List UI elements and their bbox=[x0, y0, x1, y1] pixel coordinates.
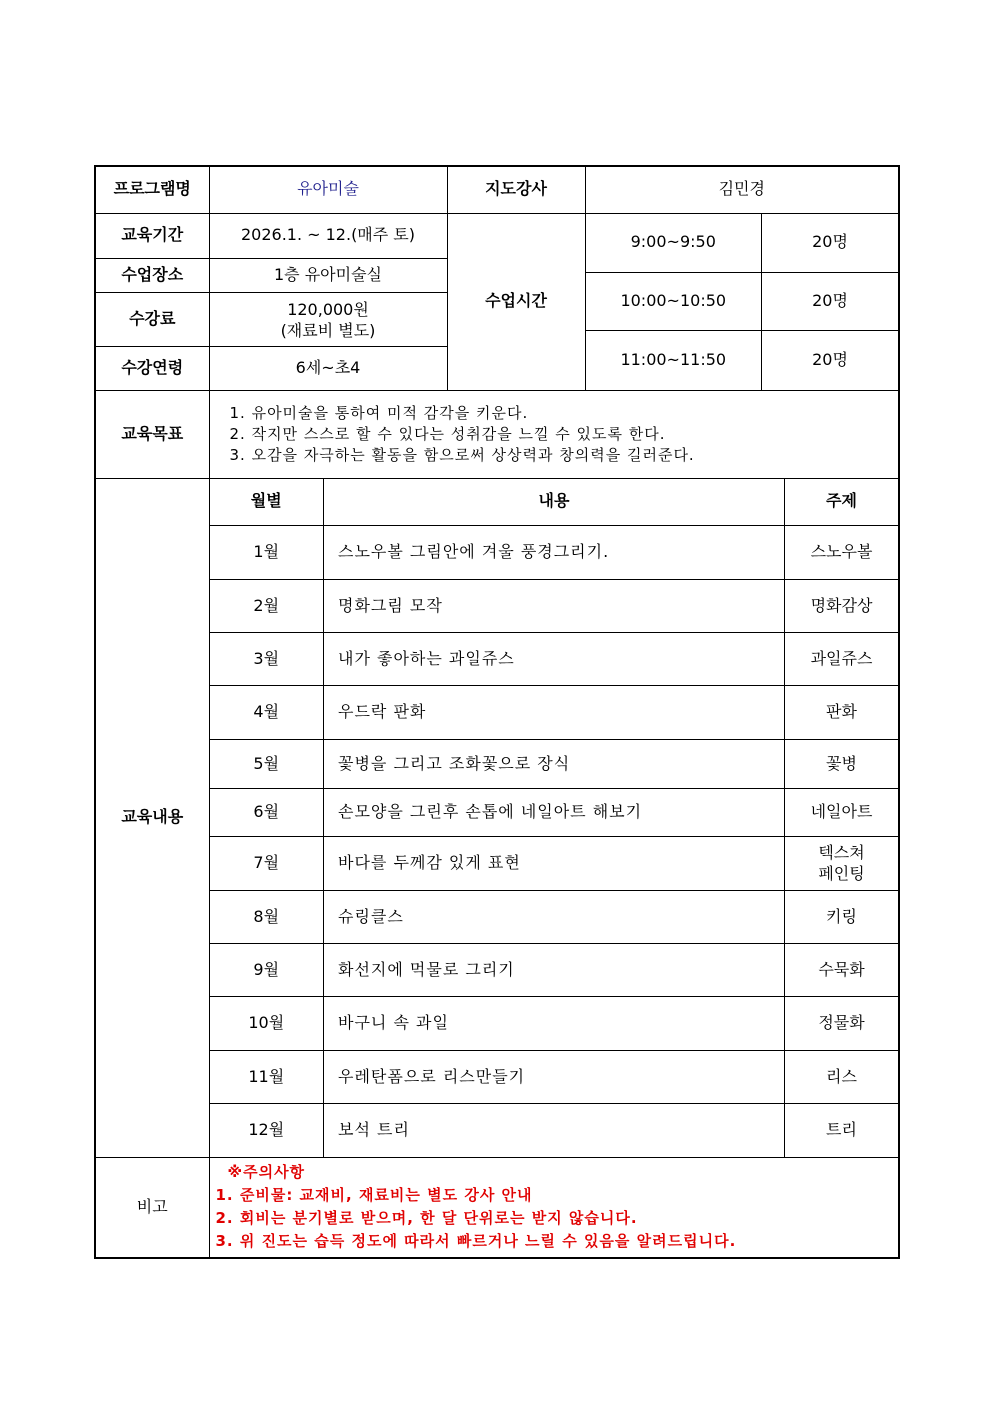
goal-item: 2. 작지만 스스로 할 수 있다는 성취감을 느낄 수 있도록 한다. bbox=[229, 424, 666, 443]
row-content: 바구니 속 과일 bbox=[324, 997, 785, 1051]
row-month: 7월 bbox=[210, 837, 324, 891]
fee-note: (재료비 별도) bbox=[280, 320, 376, 340]
curriculum-label: 교육내용 bbox=[95, 478, 209, 1157]
remark-item: 1. 준비물: 교재비, 재료비는 별도 강사 안내 bbox=[215, 1186, 533, 1205]
table-row bbox=[210, 944, 899, 997]
sessions-cell bbox=[585, 213, 899, 390]
session-capacity: 20명 bbox=[762, 331, 899, 390]
row-month: 1월 bbox=[210, 526, 324, 580]
row-theme: 스노우볼 bbox=[785, 526, 899, 580]
row-content: 우드락 판화 bbox=[324, 686, 785, 740]
row-month: 8월 bbox=[210, 891, 324, 944]
row-theme: 키링 bbox=[785, 891, 899, 944]
table-row bbox=[210, 1051, 899, 1104]
table-row bbox=[210, 891, 899, 944]
goals-list bbox=[209, 390, 899, 478]
row-theme: 네일아트 bbox=[785, 789, 899, 837]
row-content: 내가 좋아하는 과일쥬스 bbox=[324, 633, 785, 686]
age-value: 6세~초4 bbox=[209, 346, 447, 390]
row-month: 2월 bbox=[210, 580, 324, 633]
course-info-table bbox=[94, 165, 900, 1259]
period-value: 2026.1. ~ 12.(매주 토) bbox=[209, 213, 447, 259]
header-month: 월별 bbox=[210, 479, 324, 526]
row-theme bbox=[785, 837, 899, 891]
row-content: 보석 트리 bbox=[324, 1104, 785, 1157]
header-content: 내용 bbox=[324, 479, 785, 526]
table-row bbox=[210, 740, 899, 789]
row-theme: 트리 bbox=[785, 1104, 899, 1157]
row-content: 꽃병을 그리고 조화꽃으로 장식 bbox=[324, 740, 785, 789]
row-month: 12월 bbox=[210, 1104, 324, 1157]
row-content: 명화그림 모작 bbox=[324, 580, 785, 633]
header-theme: 주제 bbox=[785, 479, 899, 526]
table-row bbox=[210, 580, 899, 633]
row-content: 화선지에 먹물로 그리기 bbox=[324, 944, 785, 997]
row-theme: 명화감상 bbox=[785, 580, 899, 633]
remarks-label: 비고 bbox=[95, 1157, 209, 1258]
row-content: 손모양을 그린후 손톱에 네일아트 해보기 bbox=[324, 789, 785, 837]
curriculum-table bbox=[210, 479, 899, 1157]
goal-item: 3. 오감을 자극하는 활동을 함으로써 상상력과 창의력을 길러준다. bbox=[229, 445, 695, 464]
row-month: 6월 bbox=[210, 789, 324, 837]
session-capacity: 20명 bbox=[762, 273, 899, 331]
place-label: 수업장소 bbox=[95, 259, 209, 293]
instructor-label: 지도강사 bbox=[447, 166, 585, 213]
instructor-value: 김민경 bbox=[585, 166, 899, 213]
row-content: 스노우볼 그림안에 겨울 풍경그리기. bbox=[324, 526, 785, 580]
row-theme: 판화 bbox=[785, 686, 899, 740]
remarks-notes bbox=[209, 1157, 899, 1258]
row-content: 슈링클스 bbox=[324, 891, 785, 944]
table-row bbox=[210, 686, 899, 740]
period-label: 교육기간 bbox=[95, 213, 209, 259]
table-row bbox=[210, 1104, 899, 1157]
row-month: 10월 bbox=[210, 997, 324, 1051]
fee-label: 수강료 bbox=[95, 293, 209, 347]
table-row bbox=[210, 997, 899, 1051]
row-theme-line: 페인팅 bbox=[818, 863, 865, 883]
row-theme: 과일쥬스 bbox=[785, 633, 899, 686]
table-row bbox=[210, 789, 899, 837]
row-month: 3월 bbox=[210, 633, 324, 686]
fee-amount: 120,000원 bbox=[287, 299, 369, 319]
remarks-title: ※주의사항 bbox=[227, 1163, 306, 1182]
program-name-label: 프로그램명 bbox=[95, 166, 209, 213]
row-theme: 리스 bbox=[785, 1051, 899, 1104]
row-content: 우레탄폼으로 리스만들기 bbox=[324, 1051, 785, 1104]
row-month: 5월 bbox=[210, 740, 324, 789]
session-capacity: 20명 bbox=[762, 214, 899, 273]
row-content: 바다를 두께감 있게 표현 bbox=[324, 837, 785, 891]
session-time: 10:00~10:50 bbox=[586, 273, 762, 331]
row-theme: 정물화 bbox=[785, 997, 899, 1051]
program-name-value: 유아미술 bbox=[209, 166, 447, 213]
session-time: 9:00~9:50 bbox=[586, 214, 762, 273]
row-month: 4월 bbox=[210, 686, 324, 740]
class-time-label: 수업시간 bbox=[447, 213, 585, 390]
goals-label: 교육목표 bbox=[95, 390, 209, 478]
place-value: 1층 유아미술실 bbox=[209, 259, 447, 293]
curriculum-cell bbox=[209, 478, 899, 1157]
remark-item: 2. 회비는 분기별로 받으며, 한 달 단위로는 받지 않습니다. bbox=[215, 1209, 638, 1228]
row-theme-line: 텍스쳐 bbox=[818, 842, 865, 862]
age-label: 수강연령 bbox=[95, 346, 209, 390]
row-theme: 수묵화 bbox=[785, 944, 899, 997]
remark-item: 3. 위 진도는 습득 정도에 따라서 빠르거나 느릴 수 있음을 알려드립니다. bbox=[215, 1232, 737, 1251]
row-theme: 꽃병 bbox=[785, 740, 899, 789]
table-row bbox=[210, 526, 899, 580]
table-row bbox=[210, 837, 899, 891]
table-row bbox=[210, 633, 899, 686]
row-month: 9월 bbox=[210, 944, 324, 997]
session-time: 11:00~11:50 bbox=[586, 331, 762, 390]
goal-item: 1. 유아미술을 통하여 미적 감각을 키운다. bbox=[229, 403, 529, 422]
row-month: 11월 bbox=[210, 1051, 324, 1104]
fee-value bbox=[209, 293, 447, 347]
